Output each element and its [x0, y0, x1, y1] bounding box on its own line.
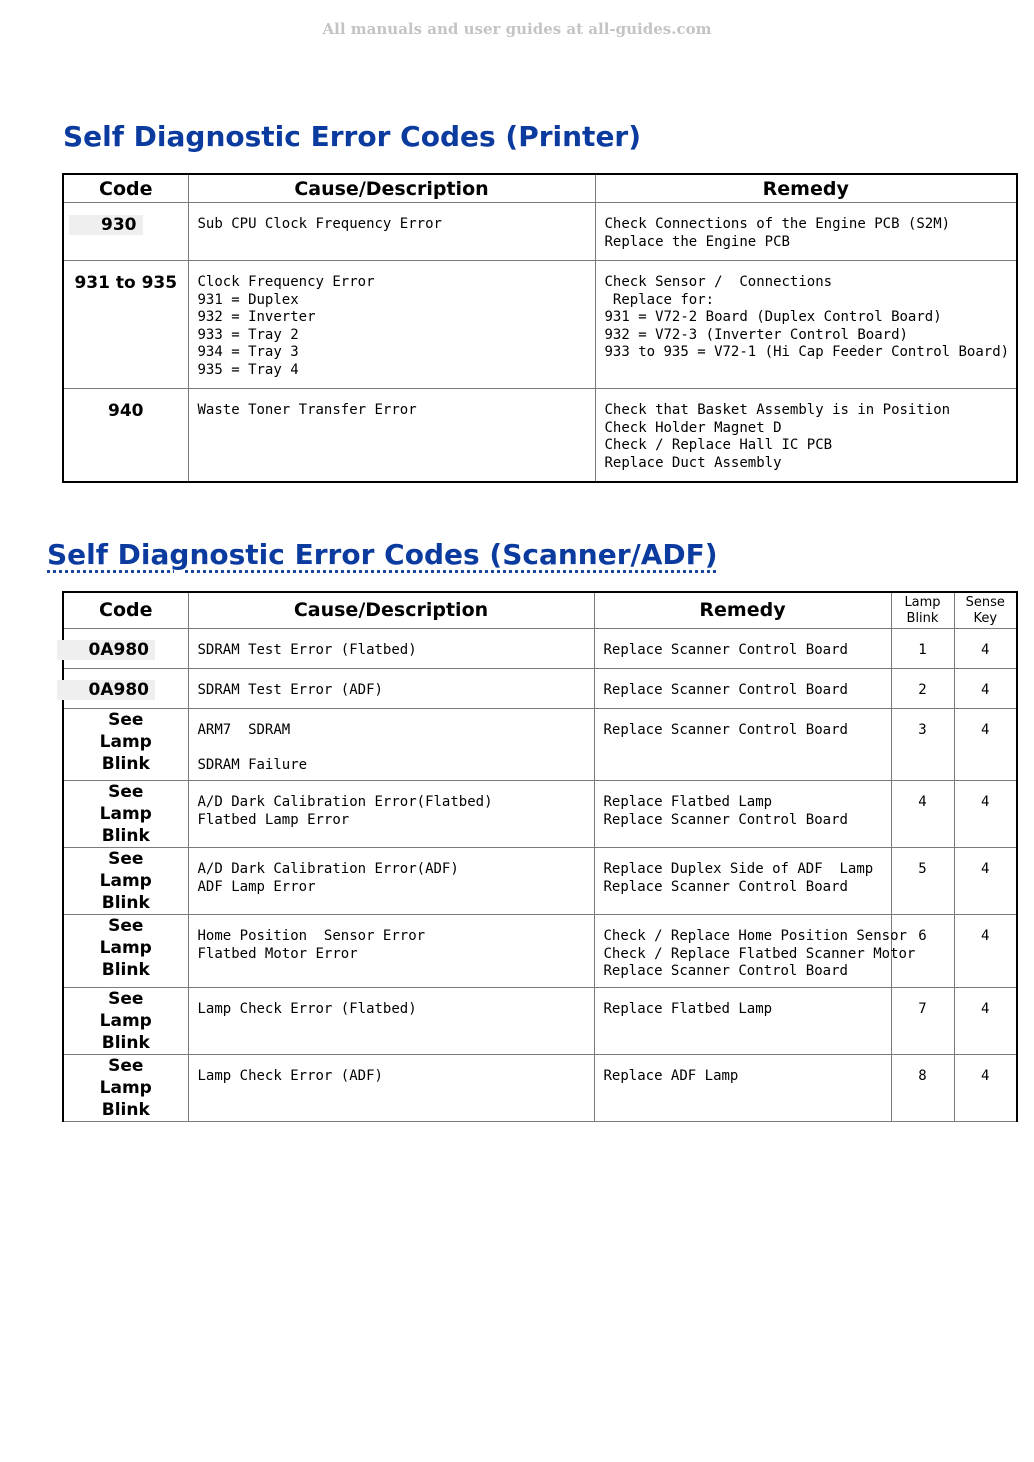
remedy-cell — [594, 781, 891, 848]
error-code-cell — [63, 261, 188, 389]
column-header-cause: Cause/Description — [188, 174, 595, 203]
remedy-cell — [594, 628, 891, 668]
cause-cell — [188, 203, 595, 261]
remedy-cell — [594, 708, 891, 781]
cause-line: ARM7 SDRAM — [197, 721, 291, 738]
remedy-line: Check Sensor / Connections — [604, 274, 833, 290]
remedy-line: Check / Replace Flatbed Scanner Motor — [603, 945, 916, 962]
cause-cell — [188, 1055, 594, 1122]
cause-cell — [188, 915, 594, 988]
watermark-text: All manuals and user guides at all-guides.com — [322, 20, 712, 38]
error-code-cell — [63, 708, 188, 781]
cause-line: A/D Dark Calibration Error(ADF) — [197, 861, 459, 878]
remedy-line: Replace Flatbed Lamp — [603, 1001, 773, 1018]
table-row — [63, 915, 1017, 988]
cause-line — [198, 739, 585, 757]
scanner-section-title: Self Diagnostic Error Codes (Scanner/ADF) — [47, 538, 718, 571]
error-code-line: Blink — [101, 826, 150, 847]
remedy-cell — [595, 389, 1017, 482]
error-code-line: See — [108, 709, 144, 730]
lamp-blink-value: 1 — [891, 628, 954, 668]
remedy-line: 931 = V72-2 Board (Duplex Control Board) — [604, 309, 942, 326]
table-row — [63, 988, 1017, 1055]
table-row — [63, 708, 1017, 781]
sense-key-value: 4 — [954, 781, 1017, 848]
cause-line: Lamp Check Error (ADF) — [197, 1068, 383, 1085]
table-row — [63, 261, 1017, 389]
column-header-cause: Cause/Description — [188, 592, 594, 628]
sense-key-value: 4 — [954, 708, 1017, 781]
lamp-blink-value: 6 — [891, 915, 954, 988]
sense-key-value: 4 — [954, 848, 1017, 915]
remedy-line: Replace Duct Assembly — [604, 454, 782, 471]
remedy-line: Replace Scanner Control Board — [603, 963, 848, 980]
error-code-line: Blink — [101, 893, 150, 914]
remedy-line: Replace Flatbed Lamp — [603, 794, 773, 811]
error-code-cell — [63, 628, 188, 668]
error-code: 940 — [108, 401, 144, 421]
cause-line: Home Position Sensor Error — [197, 928, 426, 945]
column-header-lamp-blink: Lamp Blink — [891, 592, 954, 628]
cause-cell — [188, 628, 594, 668]
cause-line: Flatbed Motor Error — [197, 945, 358, 962]
cause-cell — [188, 668, 594, 708]
column-header-code: Code — [63, 592, 188, 628]
error-code-line: Blink — [101, 1100, 150, 1121]
remedy-cell — [594, 668, 891, 708]
remedy-line: Replace the Engine PCB — [604, 233, 790, 250]
table-row — [63, 668, 1017, 708]
remedy-line: Replace Scanner Control Board — [603, 641, 848, 658]
error-code-line: Blink — [101, 1033, 150, 1054]
remedy-line: Check / Replace Home Position Sensor — [603, 928, 907, 945]
table-row — [63, 1055, 1017, 1122]
cause-line: SDRAM Test Error (Flatbed) — [197, 641, 417, 658]
error-code-line: Blink — [101, 960, 150, 981]
error-code-line: See — [108, 849, 144, 870]
remedy-line: Replace ADF Lamp — [603, 1068, 739, 1085]
remedy-cell — [595, 203, 1017, 261]
remedy-line: 933 to 935 = V72-1 (Hi Cap Feeder Control Board) — [604, 344, 1010, 361]
column-header-code: Code — [63, 174, 188, 203]
error-code-line: Blink — [101, 753, 150, 774]
sense-key-value: 4 — [954, 915, 1017, 988]
lamp-blink-value: 3 — [891, 708, 954, 781]
cause-line: SDRAM Test Error (ADF) — [197, 681, 383, 698]
error-code-cell — [63, 988, 188, 1055]
cause-line: 932 = Inverter — [197, 309, 316, 326]
cause-line: Lamp Check Error (Flatbed) — [197, 1001, 417, 1018]
error-code-cell — [63, 781, 188, 848]
lamp-blink-value: 5 — [891, 848, 954, 915]
error-code-cell — [63, 203, 188, 261]
error-code-line: Lamp — [99, 804, 152, 825]
error-code-line: See — [108, 916, 144, 937]
error-code-cell — [63, 1055, 188, 1122]
remedy-cell — [594, 1055, 891, 1122]
lamp-blink-value: 2 — [891, 668, 954, 708]
table-row — [63, 203, 1017, 261]
error-code-line: Lamp — [99, 1078, 152, 1099]
remedy-line: Check Connections of the Engine PCB (S2M) — [604, 216, 951, 232]
remedy-line: Replace Duplex Side of ADF Lamp — [603, 861, 874, 878]
sense-key-value: 4 — [954, 1055, 1017, 1122]
error-code-cell — [63, 668, 188, 708]
cause-line: Flatbed Lamp Error — [197, 811, 350, 828]
cause-cell — [188, 988, 594, 1055]
table-row — [63, 848, 1017, 915]
error-code-line: Lamp — [99, 871, 152, 892]
sense-key-value: 4 — [954, 668, 1017, 708]
error-code-line: Lamp — [99, 1011, 152, 1032]
remedy-line: Check that Basket Assembly is in Position — [604, 402, 951, 418]
cause-cell — [188, 261, 595, 389]
cause-line: 933 = Tray 2 — [197, 326, 299, 343]
cause-cell — [188, 781, 594, 848]
lamp-blink-value: 4 — [891, 781, 954, 848]
lamp-blink-value: 7 — [891, 988, 954, 1055]
table-header-row — [63, 174, 1017, 203]
remedy-line: Check / Replace Hall IC PCB — [604, 437, 833, 454]
table-row — [63, 389, 1017, 482]
error-code-cell — [63, 389, 188, 482]
error-code: 0A980 — [57, 640, 155, 660]
scanner-error-table — [62, 591, 1018, 1122]
column-header-remedy: Remedy — [594, 592, 891, 628]
column-header-sense-key: Sense Key — [954, 592, 1017, 628]
table-header-row — [63, 592, 1017, 628]
cause-line: SDRAM Failure — [197, 756, 308, 773]
remedy-line: 932 = V72-3 (Inverter Control Board) — [604, 326, 908, 343]
printer-error-table — [62, 173, 1018, 483]
cause-line: 934 = Tray 3 — [197, 344, 299, 361]
cause-line: Waste Toner Transfer Error — [197, 402, 417, 418]
remedy-cell — [594, 988, 891, 1055]
table-row — [63, 781, 1017, 848]
error-code-cell — [63, 915, 188, 988]
remedy-cell — [594, 915, 916, 988]
error-code-line: Lamp — [99, 731, 152, 752]
error-code-line: See — [108, 989, 144, 1010]
error-code: 0A980 — [57, 680, 155, 700]
error-code-line: Lamp — [99, 938, 152, 959]
cause-line: Clock Frequency Error — [197, 274, 375, 290]
sense-key-value: 4 — [954, 628, 1017, 668]
remedy-line: Replace Scanner Control Board — [603, 878, 848, 895]
cause-cell — [188, 389, 595, 482]
cause-line: Sub CPU Clock Frequency Error — [197, 216, 442, 232]
cause-line: A/D Dark Calibration Error(Flatbed) — [197, 794, 493, 811]
error-code: 930 — [69, 215, 143, 235]
error-code-line: See — [108, 782, 144, 803]
remedy-line: Check Holder Magnet D — [604, 419, 782, 436]
remedy-line: Replace for: — [604, 291, 715, 308]
remedy-line: Replace Scanner Control Board — [603, 721, 848, 738]
remedy-cell — [594, 848, 891, 915]
remedy-line: Replace Scanner Control Board — [603, 811, 848, 828]
cause-line: ADF Lamp Error — [197, 878, 316, 895]
sense-key-value: 4 — [954, 988, 1017, 1055]
remedy-line: Replace Scanner Control Board — [603, 681, 848, 698]
column-header-remedy: Remedy — [595, 174, 1017, 203]
table-row — [63, 628, 1017, 668]
printer-section-title: Self Diagnostic Error Codes (Printer) — [63, 120, 642, 153]
remedy-cell — [595, 261, 1017, 389]
cause-cell — [188, 708, 594, 781]
cause-cell — [188, 848, 594, 915]
cause-line: 935 = Tray 4 — [197, 361, 299, 378]
error-code-cell — [63, 848, 188, 915]
lamp-blink-value: 8 — [891, 1055, 954, 1122]
error-code-line: See — [108, 1056, 144, 1077]
cause-line: 931 = Duplex — [197, 291, 299, 308]
error-code: 931 to 935 — [74, 273, 178, 293]
